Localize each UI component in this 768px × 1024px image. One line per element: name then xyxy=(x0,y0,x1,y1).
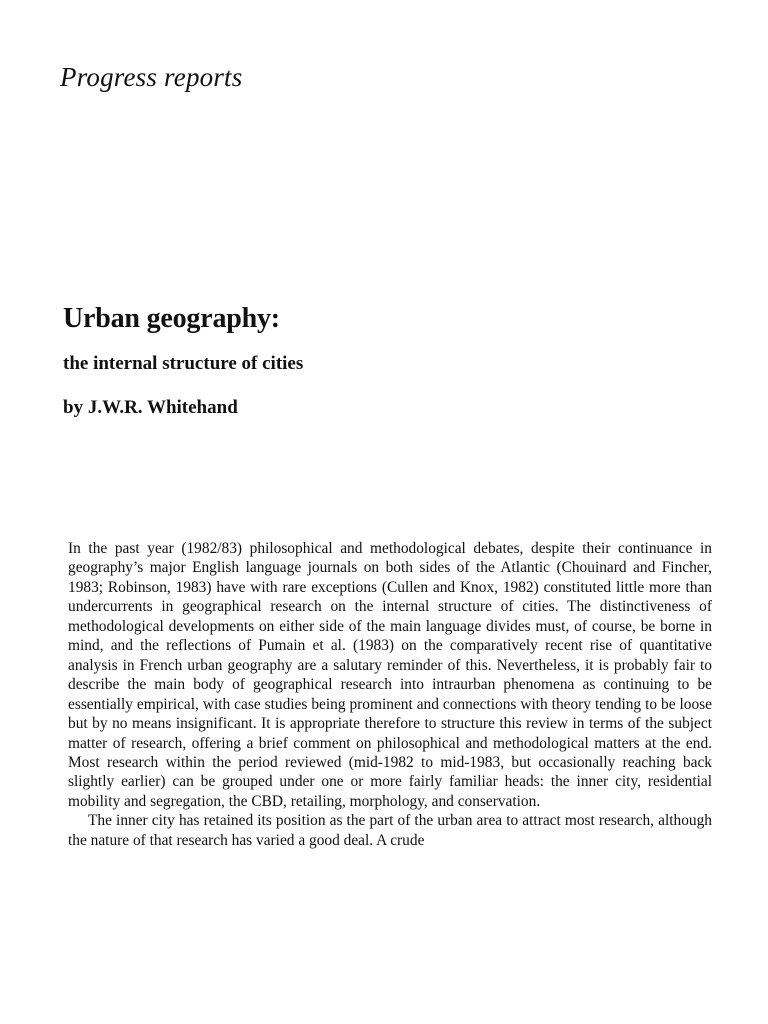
article-byline: by J.W.R. Whitehand xyxy=(63,397,238,418)
body-paragraph-2: The inner city has retained its position as the part of the urban area to attract most research, although the nature of that research has varied a good deal. A crude xyxy=(68,812,712,849)
article-subtitle: the internal structure of cities xyxy=(63,353,304,374)
article-body xyxy=(68,539,712,850)
article-title: Urban geography: xyxy=(63,303,280,334)
section-label: Progress reports xyxy=(60,62,243,92)
body-paragraph-1: In the past year (1982/83) philosophical and methodological debates, despite their continuance in geography’s major English language journals on both sides of the Atlantic (Chouinard and Fincher, 1983; Robinson, 1983) have with rare exceptions (Cullen and Knox, 1982) constituted little more than undercurrents in geographical research on the internal structure of cities. The distinctiveness of methodological developments on either side of the main language divides must, of course, be borne in mind, and the reflections of Pumain et al. (1983) on the comparatively recent rise of quantitative analysis in French urban geography are a salutary reminder of this. Nevertheless, it is probably fair to describe the main body of geographical research into intraurban phenomena as continuing to be essentially empirical, with case studies being prominent and connections with theory tending to be loose but by no means insignificant. It is appropriate therefore to structure this review in terms of the subject matter of research, offering a brief comment on philosophical and methodological matters at the end. Most research within the period reviewed (mid-1982 to mid-1983, but occasionally reaching back slightly earlier) can be grouped under one or more fairly familiar heads: the inner city, residential mobility and segregation, the CBD, retailing, morphology, and conservation. xyxy=(68,540,712,810)
